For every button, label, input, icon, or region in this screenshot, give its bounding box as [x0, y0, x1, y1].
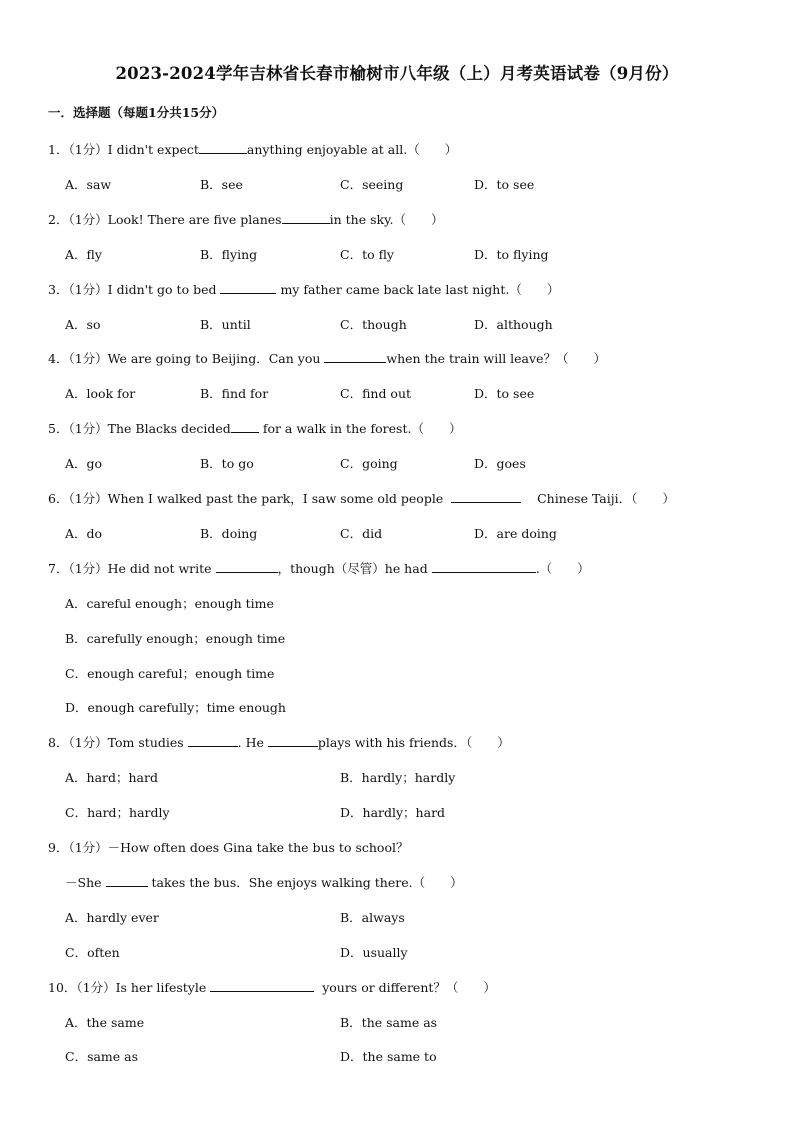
answer-blank — [268, 734, 318, 747]
question-text: 1．（1分）I didn't expect — [48, 142, 199, 157]
option-d: D．goes — [474, 456, 526, 471]
option-c: C．enough careful；enough time — [65, 666, 275, 681]
option-c: C．seeing — [340, 177, 404, 192]
question-text: 9．（1分）－How often does Gina take the bus to school？ — [48, 840, 409, 855]
option-a: A．saw — [65, 177, 112, 192]
option-a: A．so — [65, 317, 101, 332]
question-9-line-2 — [65, 873, 463, 891]
answer-blank — [210, 979, 314, 992]
option-b: B．the same as — [340, 1015, 438, 1030]
question-7 — [48, 559, 590, 577]
option-d: D．to see — [474, 386, 535, 401]
option-d: D．enough carefully；time enough — [65, 700, 286, 715]
option-a: A．the same — [65, 1015, 145, 1030]
option-b: B．flying — [200, 247, 258, 262]
option-a: A．fly — [65, 247, 102, 262]
question-9 — [48, 838, 408, 856]
question-text: takes the bus．She enjoys walking there.（ ） — [151, 875, 463, 890]
question-text: my father came back late last night.（ ） — [280, 282, 560, 297]
question-text: plays with his friends．（ ） — [317, 735, 510, 750]
option-c: C．same as — [65, 1049, 139, 1064]
question-text: 10．（1分）Is her lifestyle — [48, 980, 207, 995]
option-b: B．hardly；hardly — [340, 770, 456, 785]
option-d: D．hardly；hard — [340, 805, 446, 820]
question-text: yours or different？（ ） — [322, 980, 496, 995]
answer-blank — [451, 490, 521, 503]
question-10 — [48, 978, 496, 996]
option-b: B．until — [200, 317, 251, 332]
option-c: C．though — [340, 317, 407, 332]
question-text: . He — [237, 735, 264, 750]
option-c: C．to fly — [340, 247, 394, 262]
option-d: D．usually — [340, 945, 408, 960]
question-text: for a walk in the forest.（ ） — [262, 421, 462, 436]
option-a: A．hard；hard — [65, 770, 158, 785]
question-text: when the train will leave？（ ） — [386, 351, 606, 366]
question-text: 8．（1分）Tom studies — [48, 735, 184, 750]
option-d: D．to see — [474, 177, 535, 192]
question-text: 7．（1分）He did not write — [48, 561, 212, 576]
option-b: B．find for — [200, 386, 269, 401]
option-d: D．are doing — [474, 526, 557, 541]
answer-blank — [432, 560, 536, 573]
option-d: D．to flying — [474, 247, 549, 262]
exam-title: 2023-2024学年吉林省长春市榆树市八年级（上）月考英语试卷（9月份） — [115, 64, 679, 83]
question-text: ，though（尽管）he had — [277, 561, 428, 576]
option-b: B．to go — [200, 456, 254, 471]
answer-blank — [199, 141, 247, 154]
question-4 — [48, 349, 606, 367]
option-c: C．going — [340, 456, 398, 471]
question-3 — [48, 280, 559, 298]
question-text: .（ ） — [535, 561, 590, 576]
question-1 — [48, 140, 457, 158]
question-text: 2．（1分）Look! There are five planes — [48, 212, 282, 227]
option-d: D．although — [474, 317, 553, 332]
option-a: A．go — [65, 456, 103, 471]
option-b: B．carefully enough；enough time — [65, 631, 286, 646]
option-b: B．doing — [200, 526, 258, 541]
option-a: A．look for — [65, 386, 136, 401]
question-2 — [48, 210, 443, 228]
question-8 — [48, 733, 510, 751]
option-a: A．do — [65, 526, 103, 541]
answer-blank — [216, 560, 278, 573]
answer-blank — [220, 281, 276, 294]
option-a: A．hardly ever — [65, 910, 159, 925]
option-c: C．often — [65, 945, 120, 960]
option-c: C．hard；hardly — [65, 805, 170, 820]
question-text: in the sky.（ ） — [329, 212, 444, 227]
answer-blank — [282, 211, 330, 224]
answer-blank — [188, 734, 238, 747]
answer-blank — [231, 420, 259, 433]
question-text: 4．（1分）We are going to Beijing．Can you — [48, 351, 321, 366]
question-text: －She — [65, 875, 102, 890]
option-d: D．the same to — [340, 1049, 437, 1064]
question-text: 3．（1分）I didn't go to bed — [48, 282, 217, 297]
option-c: C．find out — [340, 386, 412, 401]
question-text: 6．（1分）When I walked past the park，I saw some old people — [48, 491, 444, 506]
option-c: C．did — [340, 526, 383, 541]
answer-blank — [324, 350, 386, 363]
question-5 — [48, 419, 461, 437]
option-b: B．see — [200, 177, 243, 192]
option-b: B．always — [340, 910, 405, 925]
question-text: 5．（1分）The Blacks decided — [48, 421, 231, 436]
answer-blank — [106, 874, 148, 887]
question-6 — [48, 489, 675, 507]
question-text: anything enjoyable at all.（ ） — [246, 142, 458, 157]
option-a: A．careful enough；enough time — [65, 596, 274, 611]
question-text: Chinese Taiji．（ ） — [537, 491, 675, 506]
section-heading: 一．选择题（每题1分共15分） — [48, 105, 225, 120]
